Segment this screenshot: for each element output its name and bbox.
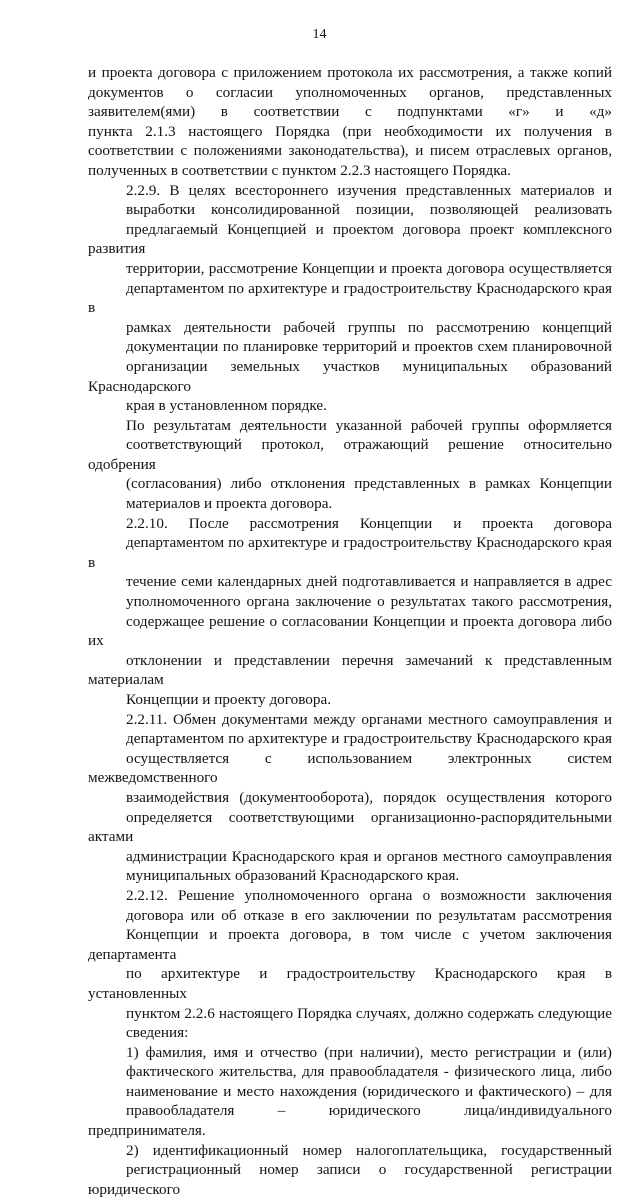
text-line: департаментом по архитектуре и градостроительству Краснодарского края в — [88, 279, 612, 317]
text-line: соответствии с положениями законодательства), и писем отраслевых органов, — [88, 142, 612, 160]
text-line: заявителем(ями) в соответствии с подпунктами «г» и «д» — [88, 103, 612, 121]
text-line: документов о согласии уполномоченных органов, представленных — [88, 83, 612, 101]
text-line: и проекта договора с приложением протокола их рассмотрения, а также копий — [88, 64, 612, 81]
paragraph — [88, 514, 612, 710]
text-line: пункта 2.1.3 настоящего Порядка (при необходимости их получения в — [88, 122, 612, 140]
text-line: администрации Краснодарского края и органов местного самоуправления — [126, 847, 612, 865]
text-line: взаимодействия (документооборота), порядок осуществления которого — [126, 788, 612, 806]
text-line: определяется соответствующими организационно-распорядительными актами — [88, 808, 612, 846]
text-line: (согласования) либо отклонения представленных в рамках Концепции — [126, 475, 612, 493]
text-line: течение семи календарных дней подготавливается и направляется в адрес — [126, 573, 612, 591]
paragraph — [88, 1141, 612, 1199]
text-line: наименование и место нахождения (юридического и фактического) – для — [126, 1082, 612, 1100]
text-line: рамках деятельности рабочей группы по рассмотрению концепций — [126, 318, 612, 336]
paragraph — [88, 710, 612, 886]
text-line: полученных в соответствии с пунктом 2.2.3 настоящего Порядка. — [88, 161, 511, 179]
text-line: предлагаемый Концепцией и проектом договора проект комплексного развития — [88, 220, 612, 258]
page-number: 14 — [312, 27, 327, 42]
text-line: правообладателя – юридического лица/индивидуального предпринимателя. — [88, 1102, 612, 1140]
text-line: 1) фамилия, имя и отчество (при наличии), место регистрации и (или) — [126, 1043, 612, 1061]
text-line: отклонении и представлении перечня замечаний к представленным материалам — [88, 651, 612, 689]
text-line: 2.2.10. После рассмотрения Концепции и проекта договора — [126, 514, 612, 532]
text-line: документации по планировке территорий и проектов схем планировочной — [126, 338, 612, 356]
text-line: по архитектуре и градостроительству Краснодарского края в установленных — [88, 965, 612, 1002]
paragraph — [88, 181, 612, 416]
text-line: 2.2.11. Обмен документами между органами местного самоуправления и — [126, 710, 612, 728]
text-line: 2.2.9. В целях всестороннего изучения представленных материалов и — [126, 181, 612, 199]
text-line: регистрационный номер записи о государственной регистрации юридического — [88, 1161, 612, 1198]
text-line: пунктом 2.2.6 настоящего Порядка случаях, должно содержать следующие — [126, 1004, 612, 1022]
paragraph — [88, 886, 612, 1043]
text-line: организации земельных участков муниципальных образований Краснодарского — [88, 357, 612, 395]
text-line: Концепции и проекту договора. — [126, 691, 332, 708]
text-line: соответствующий протокол, отражающий решение относительно одобрения — [88, 436, 612, 473]
paragraph — [88, 1043, 612, 1141]
text-line: сведения: — [126, 1024, 189, 1042]
text-line: 2) идентификационный номер налогоплательщика, государственный — [126, 1141, 612, 1159]
document-body — [88, 63, 612, 1199]
paragraph — [88, 416, 612, 514]
text-line: Концепции и проекта договора, в том числе с учетом заключения департамента — [88, 926, 612, 963]
text-line: 2.2.12. Решение уполномоченного органа о возможности заключения — [126, 886, 612, 904]
text-line: уполномоченного органа заключение о результатах такого рассмотрения, — [126, 593, 612, 611]
text-line: департаментом по архитектуре и градостроительству Краснодарского края — [126, 730, 612, 748]
paragraph — [88, 63, 612, 181]
text-line: осуществляется с использованием электронных систем межведомственного — [88, 749, 612, 787]
text-line: фактического жительства, для правообладателя - физического лица, либо — [126, 1063, 612, 1081]
text-line: выработки консолидированной позиции, позволяющей реализовать — [126, 201, 612, 219]
text-line: По результатам деятельности указанной рабочей группы оформляется — [126, 416, 612, 434]
text-line: департаментом по архитектуре и градостроительству Краснодарского края в — [88, 534, 612, 571]
text-line: материалов и проекта договора. — [126, 495, 333, 513]
text-line: муниципальных образований Краснодарского края. — [126, 867, 460, 885]
text-line: содержащее решение о согласовании Концепции и проекта договора либо их — [88, 612, 612, 650]
text-line: договора или об отказе в его заключении по результатам рассмотрения — [126, 906, 612, 924]
text-line: территории, рассмотрение Концепции и проекта договора осуществляется — [126, 259, 612, 277]
text-line: края в установленном порядке. — [126, 397, 327, 415]
